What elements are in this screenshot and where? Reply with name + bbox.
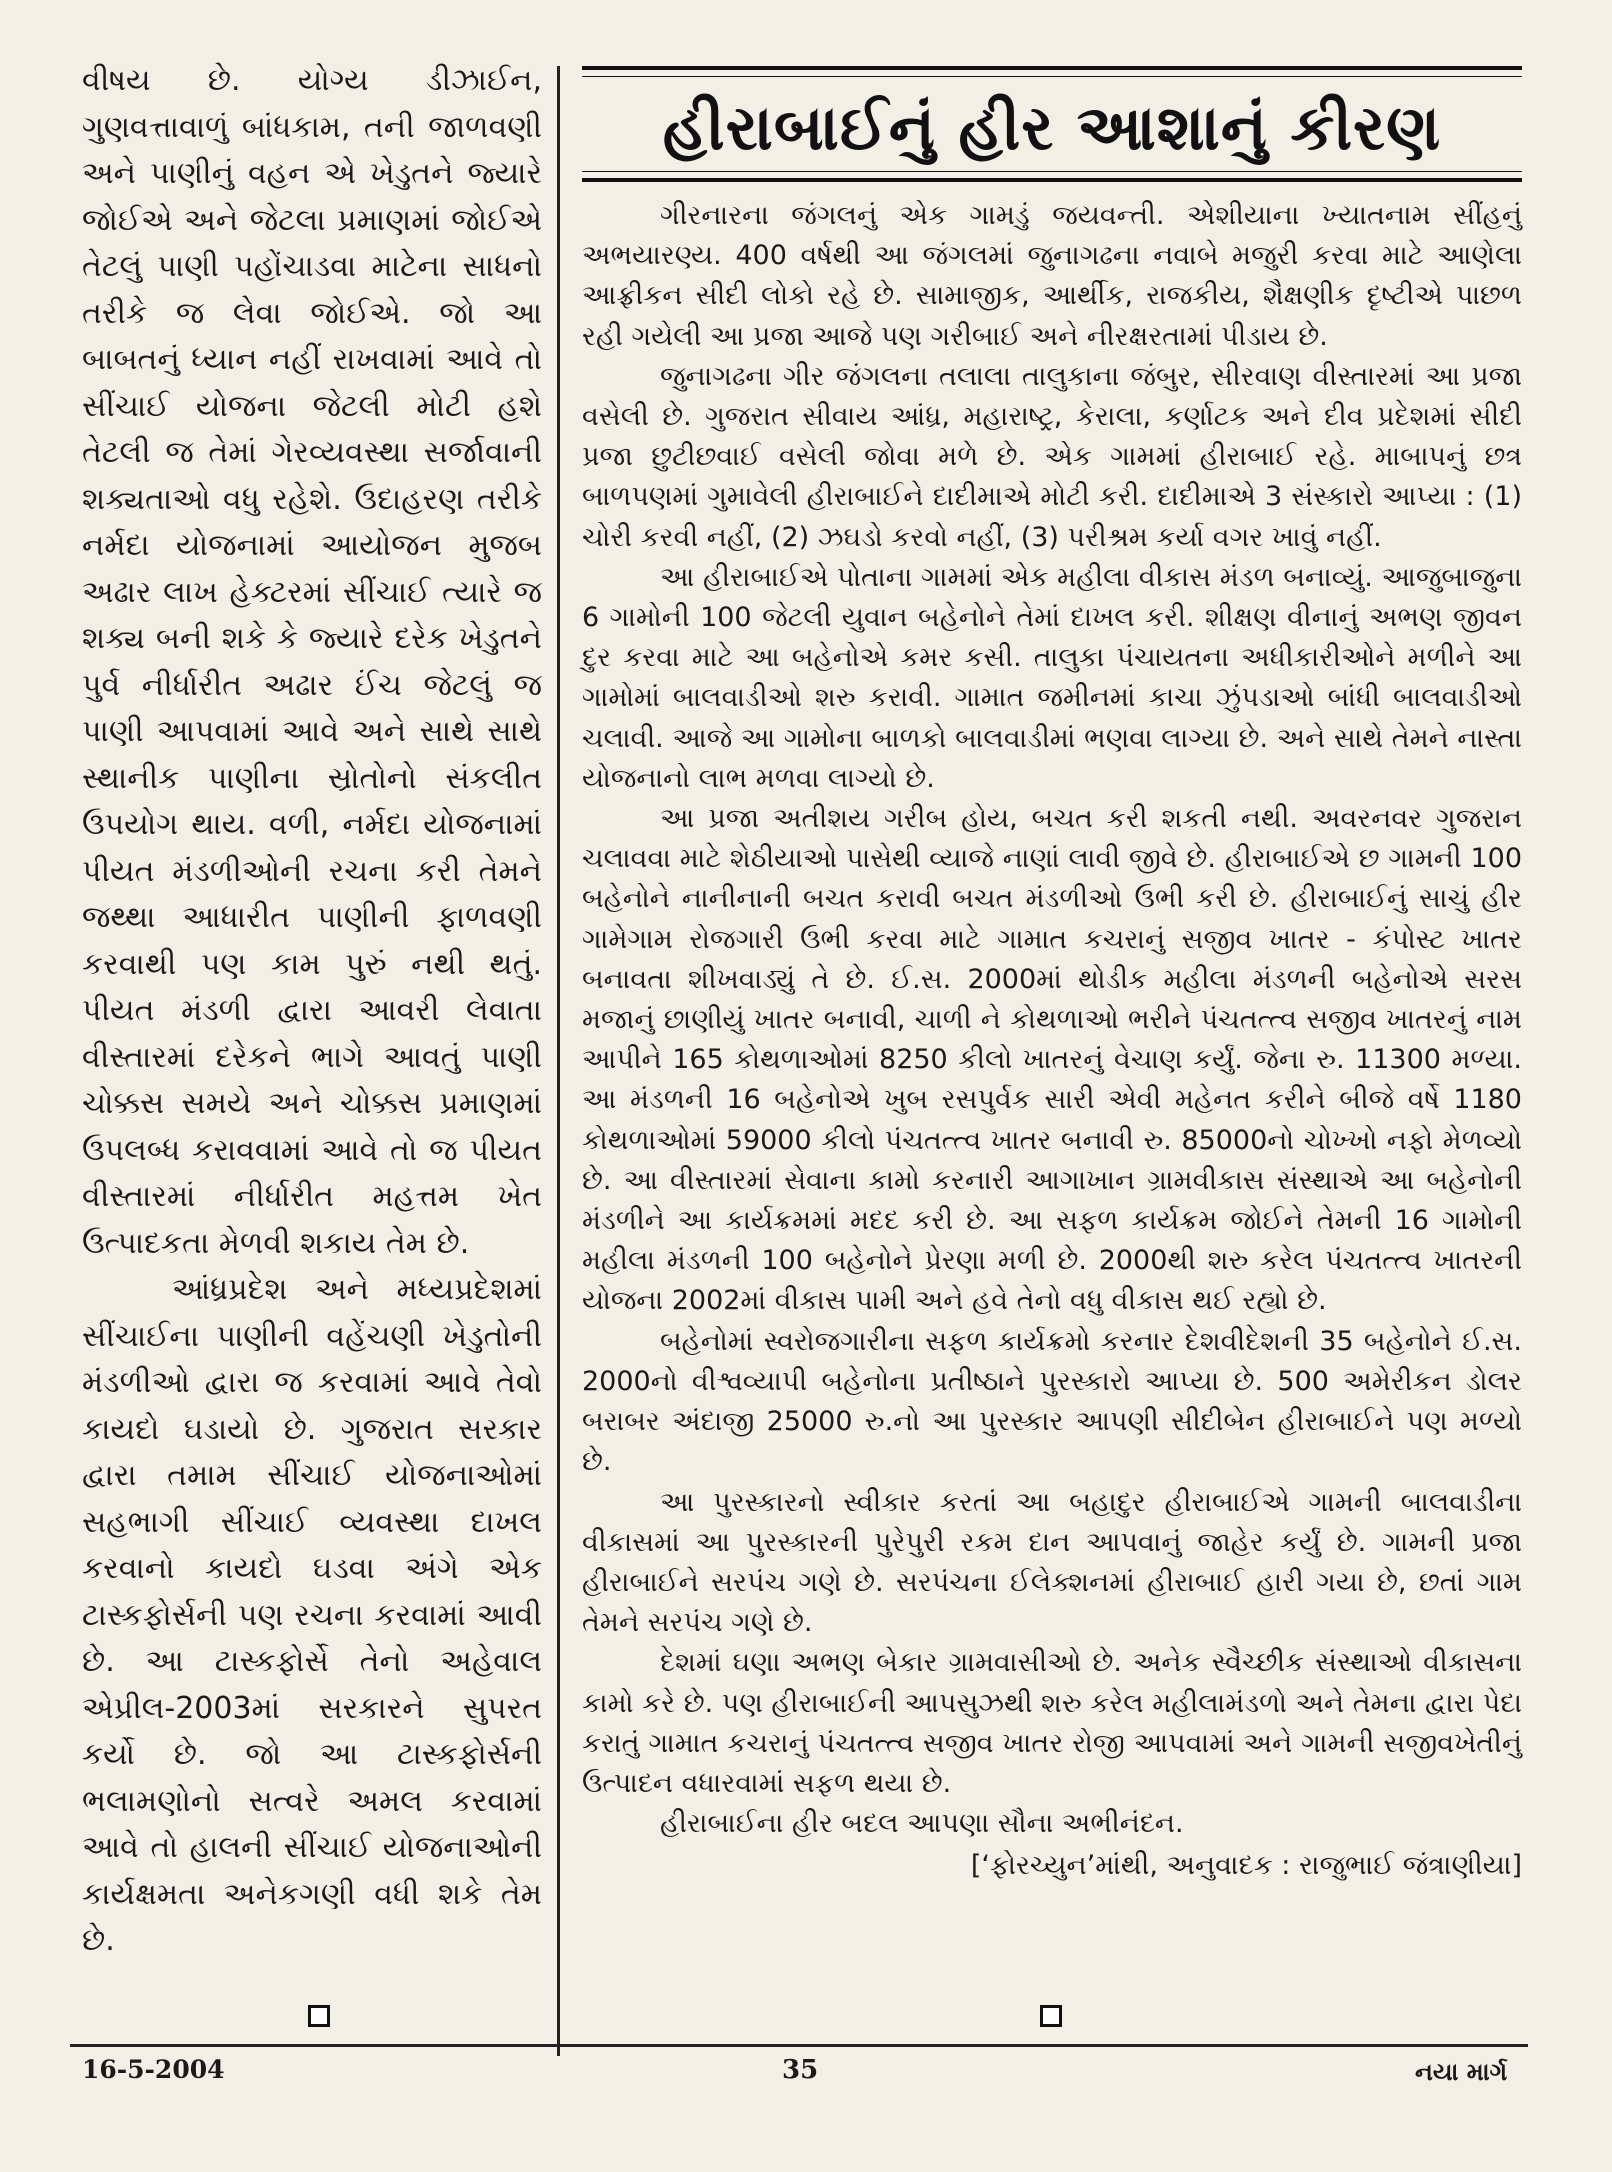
end-mark-icon (1040, 2005, 1062, 2027)
footer-date: 16-5-2004 (82, 2055, 225, 2084)
article-paragraph-1: ગીરનારના જંગલનું એક ગામડું જયવન્તી. એશીયાના ખ્યાતનામ સીંહનું અભયારણ્ય. 400 વર્ષથી આ જંગલમાં જુનાગઢના નવાબે મજુરી કરવા માટે આણેલા આફ્રીકન સીદી લોકો રહે છે. સામાજીક, આર્થીક, રાજકીય, શૈક્ષણીક દૃષ્ટીએ પાછળ રહી ગયેલી આ પ્રજા આજે પણ ગરીબાઈ અને નીરક્ષરતામાં પીડાય છે. (582, 200, 1522, 352)
article-column (582, 66, 1522, 1886)
article-body (582, 196, 1522, 1886)
left-column (82, 58, 542, 1965)
article-title: હીરાબાઈનું હીર આશાનું કીરણ (662, 91, 1442, 164)
magazine-name: નયા માર્ગ (1415, 2058, 1508, 2086)
article-paragraph-5: બહેનોમાં સ્વરોજગારીના સફળ કાર્યક્રમો કરનાર દેશવીદેશની 35 બહેનોને ઈ.સ. 2000નો વીશ્વવ્યાપી બહેનોના પ્રતીષ્ઠાને પુરસ્કારો આપ્યા છે. 500 અમેરીકન ડોલર બરાબર અંદાજી 25000 રુ.નો આ પુરસ્કાર આપણી સીદીબેન હીરાબાઈને પણ મળ્યો છે. (582, 1325, 1522, 1478)
left-paragraph-2: આંધ્રપ્રદેશ અને મધ્યપ્રદેશમાં સીંચાઈના પાણીની વહેંચણી ખેડુતોની મંડળીઓ દ્વારા જ કરવામાં આવે તેવો કાયદો ઘડાયો છે. ગુજરાત સરકાર દ્વારા તમામ સીંચાઈ યોજનાઓમાં સહભાગી સીંચાઈ વ્યવસ્થા દાખલ કરવાનો કાયદો ઘડવા અંગે એક ટાસ્કફોર્સની પણ રચના કરવામાં આવી છે. આ ટાસ્કફોર્સે તેનો અહેવાલ એપ્રીલ-2003માં સરકારને સુપરત કર્યો છે. જો આ ટાસ્કફોર્સની ભલામણોનો સત્વરે અમલ કરવામાં આવે તો હાલની સીંચાઈ યોજનાઓની કાર્યક્ષમતા અનેકગણી વધી શકે તેમ છે. (82, 1272, 542, 1958)
article-credit: [‘ફોરચ્યુન’માંથી, અનુવાદક : રાજુભાઈ જંત્રાણીયા] (970, 1850, 1522, 1882)
article-paragraph-7: દેશમાં ઘણા અભણ બેકાર ગ્રામવાસીઓ છે. અનેક સ્વૈચ્છીક સંસ્થાઓ વીકાસના કામો કરે છે. પણ હીરાબાઈની આપસુઝથી શરુ કરેલ મહીલામંડળો અને તેમના દ્વારા પેદા કરાતું ગામાત કચરાનું પંચતત્ત્વ સજીવ ખાતર રોજી આપવામાં અને ગામની સજીવખેતીનું ઉત્પાદન વધારવામાં સફળ થયા છે. (582, 1647, 1522, 1799)
title-banner (582, 66, 1522, 182)
end-mark-icon (308, 2005, 330, 2027)
left-paragraph-1: વીષય છે. યોગ્ય ડીઝાઈન, ગુણવત્તાવાળું બાંધકામ, તની જાળવણી અને પાણીનું વહન એ ખેડુતને જ્યારે જોઈએ અને જેટલા પ્રમાણમાં જોઈએ તેટલું પાણી પહોંચાડવા માટેના સાધનો તરીકે જ લેવા જોઈએ. જો આ બાબતનું ધ્યાન નહીં રાખવામાં આવે તો સીંચાઈ યોજના જેટલી મોટી હશે તેટલી જ તેમાં ગેરવ્યવસ્થા સર્જાવાની શક્યતાઓ વધુ રહેશે. ઉદાહરણ તરીકે નર્મદા યોજનામાં આયોજન મુજબ અઢાર લાખ હેક્ટરમાં સીંચાઈ ત્યારે જ શક્ય બની શકે કે જ્યારે દરેક ખેડુતને પુર્વ નીર્ધારીત અઢાર ઈંચ જેટલું જ પાણી આપવામાં આવે અને સાથે સાથે સ્થાનીક પાણીના સ્રોતોનો સંકલીત ઉપયોગ થાય. વળી, નર્મદા યોજનામાં પીયત મંડળીઓની રચના કરી તેમને જથ્થા આધારીત પાણીની ફાળવણી કરવાથી પણ કામ પુરું નથી થતું. પીયત મંડળી દ્વારા આવરી લેવાતા વીસ્તારમાં દરેકને ભાગે આવતું પાણી ચોક્કસ સમયે અને ચોક્કસ પ્રમાણમાં ઉપલબ્ધ કરાવવામાં આવે તો જ પીયત વીસ્તારમાં નીર્ધારીત મહત્તમ ખેત ઉત્પાદકતા મેળવી શકાય તેમ છે. (82, 63, 542, 1261)
page-number: 35 (782, 2055, 819, 2085)
article-paragraph-6: આ પુરસ્કારનો સ્વીકાર કરતાં આ બહાદુર હીરાબાઈએ ગામની બાલવાડીના વીકાસમાં આ પુરસ્કારની પુરેપુરી રકમ દાન આપવાનું જાહેર કર્યું છે. ગામની પ્રજા હીરાબાઈને સરપંચ ગણે છે. સરપંચના ઈલેક્શનમાં હીરાબાઈ હારી ગયા છે, છતાં ગામ તેમને સરપંચ ગણે છે. (582, 1486, 1522, 1639)
article-paragraph-3: આ હીરાબાઈએ પોતાના ગામમાં એક મહીલા વીકાસ મંડળ બનાવ્યું. આજુબાજુના 6 ગામોની 100 જેટલી યુવાન બહેનોને તેમાં દાખલ કરી. શીક્ષણ વીનાનું અભણ જીવન દુર કરવા માટે આ બહેનોએ કમર કસી. તાલુકા પંચાયતના અધીકારીઓને મળીને આ ગામોમાં બાલવાડીઓ શરુ કરાવી. ગામાત જમીનમાં કાચા ઝુંપડાઓ બાંધી બાલવાડીઓ ચલાવી. આજે આ ગામોના બાળકો બાલવાડીમાં ભણવા લાગ્યા છે. અને સાથે તેમને નાસ્તા યોજનાનો લાભ મળવા લાગ્યો છે. (582, 561, 1522, 794)
footer-rule (70, 2044, 1528, 2047)
article-paragraph-2: જુનાગઢના ગીર જંગલના તલાલા તાલુકાના જંબુર, સીરવાણ વીસ્તારમાં આ પ્રજા વસેલી છે. ગુજરાત સીવાય આંધ્ર, મહારાષ્ટ્ર, કેરાલા, કર્ણાટક અને દીવ પ્રદેશમાં સીદી પ્રજા છુટીછવાઈ વસેલી જોવા મળે છે. એક ગામમાં હીરાબાઈ રહે. માબાપનું છત્ર બાળપણમાં ગુમાવેલી હીરાબાઈને દાદીમાએ મોટી કરી. દાદીમાએ 3 સંસ્કારો આપ્યા : (1) ચોરી કરવી નહીં, (2) ઝઘડો કરવો નહીં, (3) પરીશ્રમ કર્યા વગર ખાવું નહીં. (582, 360, 1522, 553)
article-paragraph-8: હીરાબાઈના હીર બદલ આપણા સૌના અભીનંદન. (660, 1808, 1184, 1840)
column-divider (557, 66, 560, 2056)
article-paragraph-4: આ પ્રજા અતીશય ગરીબ હોય, બચત કરી શકતી નથી. અવરનવર ગુજરાન ચલાવવા માટે શેઠીયાઓ પાસેથી વ્યાજે નાણાં લાવી જીવે છે. હીરાબાઈએ છ ગામની 100 બહેનોને નાનીનાની બચત કરાવી બચત મંડળીઓ ઉભી કરી છે. હીરાબાઈનું સાચું હીર ગામેગામ રોજગારી ઉભી કરવા માટે ગામાત કચરાનું સજીવ ખાતર - કંપોસ્ટ ખાતર બનાવતા શીખવાડ્યું તે છે. ઈ.સ. 2000માં થોડીક મહીલા મંડળની બહેનોએ સરસ મજાનું છાણીયું ખાતર બનાવી, ચાળી ને કોથળાઓ ભરીને પંચતત્ત્વ સજીવ ખાતરનું નામ આપીને 165 કોથળાઓમાં 8250 કીલો ખાતરનું વેચાણ કર્યું. જેના રુ. 11300 મળ્યા. આ મંડળની 16 બહેનોએ ખુબ રસપુર્વક સારી એવી મહેનત કરીને બીજે વર્ષે 1180 કોથળાઓમાં 59000 કીલો પંચતત્ત્વ ખાતર બનાવી રુ. 85000નો ચોખ્ખો નફો મેળવ્યો છે. આ વીસ્તારમાં સેવાના કામો કરનારી આગાખાન ગ્રામવીકાસ સંસ્થાએ આ બહેનોની મંડળીને આ કાર્યક્રમમાં મદદ કરી છે. આ સફળ કાર્યક્રમ જોઈને તેમની 16 ગામોની મહીલા મંડળની 100 બહેનોને પ્રેરણા મળી છે. 2000થી શરુ કરેલ પંચતત્ત્વ ખાતરની યોજના 2002માં વીકાસ પામી અને હવે તેનો વધુ વીકાસ થઈ રહ્યો છે. (582, 803, 1522, 1317)
